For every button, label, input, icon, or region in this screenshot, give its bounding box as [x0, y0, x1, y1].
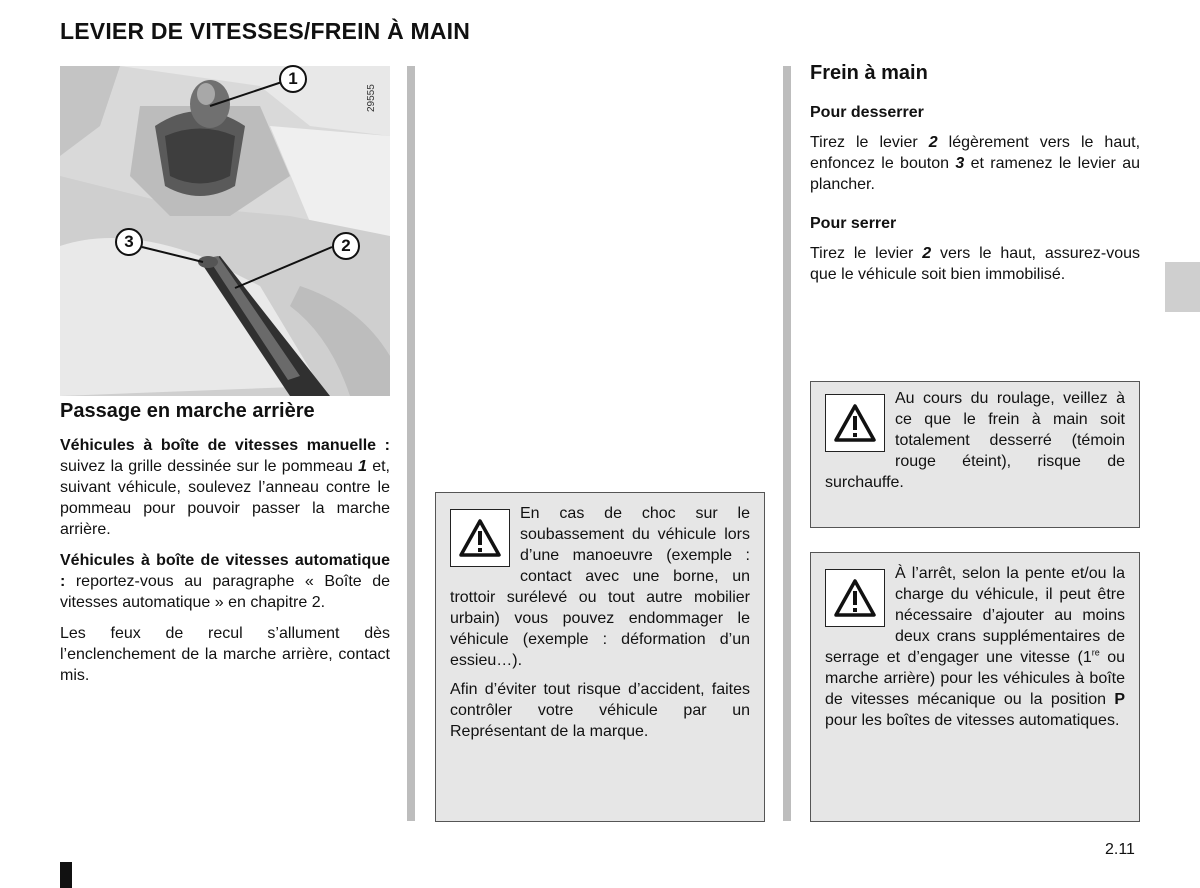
underbody-warning-advice: Afin d’éviter tout risque d’accident, faites contrôler votre véhicule par un Représentant de la marque. — [450, 681, 750, 740]
callout-2: 2 — [332, 232, 360, 260]
apply-text-a: Tirez le levier — [810, 245, 923, 262]
handbrake-text — [810, 104, 1140, 285]
callout-1: 1 — [279, 65, 307, 93]
parking-text-b: ou marche arrière) pour les véhicules à boîte de vitesses mécanique ou la position — [825, 649, 1125, 708]
release-heading: Pour desserrer — [810, 104, 924, 121]
page-number: 2.11 — [1105, 841, 1135, 858]
driving-warning-box — [810, 381, 1140, 528]
manual-text-a: suivez la grille dessinée sur le pommeau — [60, 458, 359, 475]
reverse-gear-heading: Passage en marche arrière — [60, 400, 315, 422]
reverse-gear-text — [60, 435, 390, 696]
ref-1: 1 — [358, 458, 367, 475]
underbody-warning-text: En cas de choc sur le soubassement du véhicule lors d’une manoeuvre (exemple : contact avec une borne, un trottoir surélevé ou tout autre mobilier urbain) vous pouvez endommager le véhicule (exemple : déformation d’un essieu…). — [450, 505, 750, 669]
position-p: P — [1114, 691, 1125, 708]
parking-text-a: À l’arrêt, selon la pente et/ou la charge du véhicule, il peut être nécessaire d’ajouter au moins deux crans supplémentaires de serrage et d’engager une vitesse (1 — [825, 565, 1125, 666]
warning-triangle-icon — [825, 394, 885, 452]
release-text-c: et ramenez le levier au plancher. — [810, 155, 1140, 193]
figure-code: 29555 — [366, 84, 377, 112]
apply-text-b: vers le haut, assurez-vous que le véhicule soit bien immobilisé. — [810, 245, 1140, 283]
handbrake-title: Frein à main — [810, 62, 928, 84]
manual-gearbox-label: Véhicules à boîte de vitesses manuelle : — [60, 437, 390, 454]
chapter-side-tab — [1165, 262, 1200, 312]
release-paragraph — [810, 132, 1140, 195]
underbody-warning-box — [435, 492, 765, 822]
automatic-gearbox-label: Véhicules à boîte de vitesses automatique : — [60, 552, 390, 590]
reversing-lights-paragraph: Les feux de recul s’allument dès l’enclenchement de la marche arrière, contact mis. — [60, 625, 390, 684]
apply-heading: Pour serrer — [810, 215, 897, 232]
console-drawing — [60, 66, 390, 396]
manual-text-b: et, suivant véhicule, soulevez l’anneau contre le pommeau pour pouvoir passer la marche arrière. — [60, 458, 391, 538]
release-text-a: Tirez le levier — [810, 134, 929, 151]
automatic-gearbox-paragraph — [60, 550, 390, 613]
driving-warning-text: Au cours du roulage, veillez à ce que le frein à main soit totalement desserré (témoin rouge éteint), risque de surchauffe. — [825, 390, 1125, 491]
manual-gearbox-paragraph — [60, 435, 390, 540]
column-divider-left — [407, 66, 415, 821]
column-divider-right — [783, 66, 791, 821]
release-text-b: légèrement vers le haut, enfoncez le bouton — [810, 134, 1141, 172]
gearshift-handbrake-illustration — [60, 66, 390, 396]
automatic-text: reportez-vous au paragraphe « Boîte de vitesses automatique » en chapitre 2. — [60, 573, 390, 611]
callout-3: 3 — [115, 228, 143, 256]
ref-3: 3 — [955, 155, 965, 172]
warning-triangle-icon — [450, 509, 510, 567]
ref-2: 2 — [928, 134, 938, 151]
ref-2-apply: 2 — [922, 245, 932, 262]
ordinal-sup: re — [1091, 647, 1100, 658]
apply-paragraph — [810, 243, 1140, 285]
warning-triangle-icon — [825, 569, 885, 627]
page-corner-mark — [60, 862, 72, 888]
parking-text-c: pour les boîtes de vitesses automatiques. — [825, 712, 1120, 729]
page-title: LEVIER DE VITESSES/FREIN À MAIN — [60, 18, 471, 44]
parking-warning-box — [810, 552, 1140, 822]
